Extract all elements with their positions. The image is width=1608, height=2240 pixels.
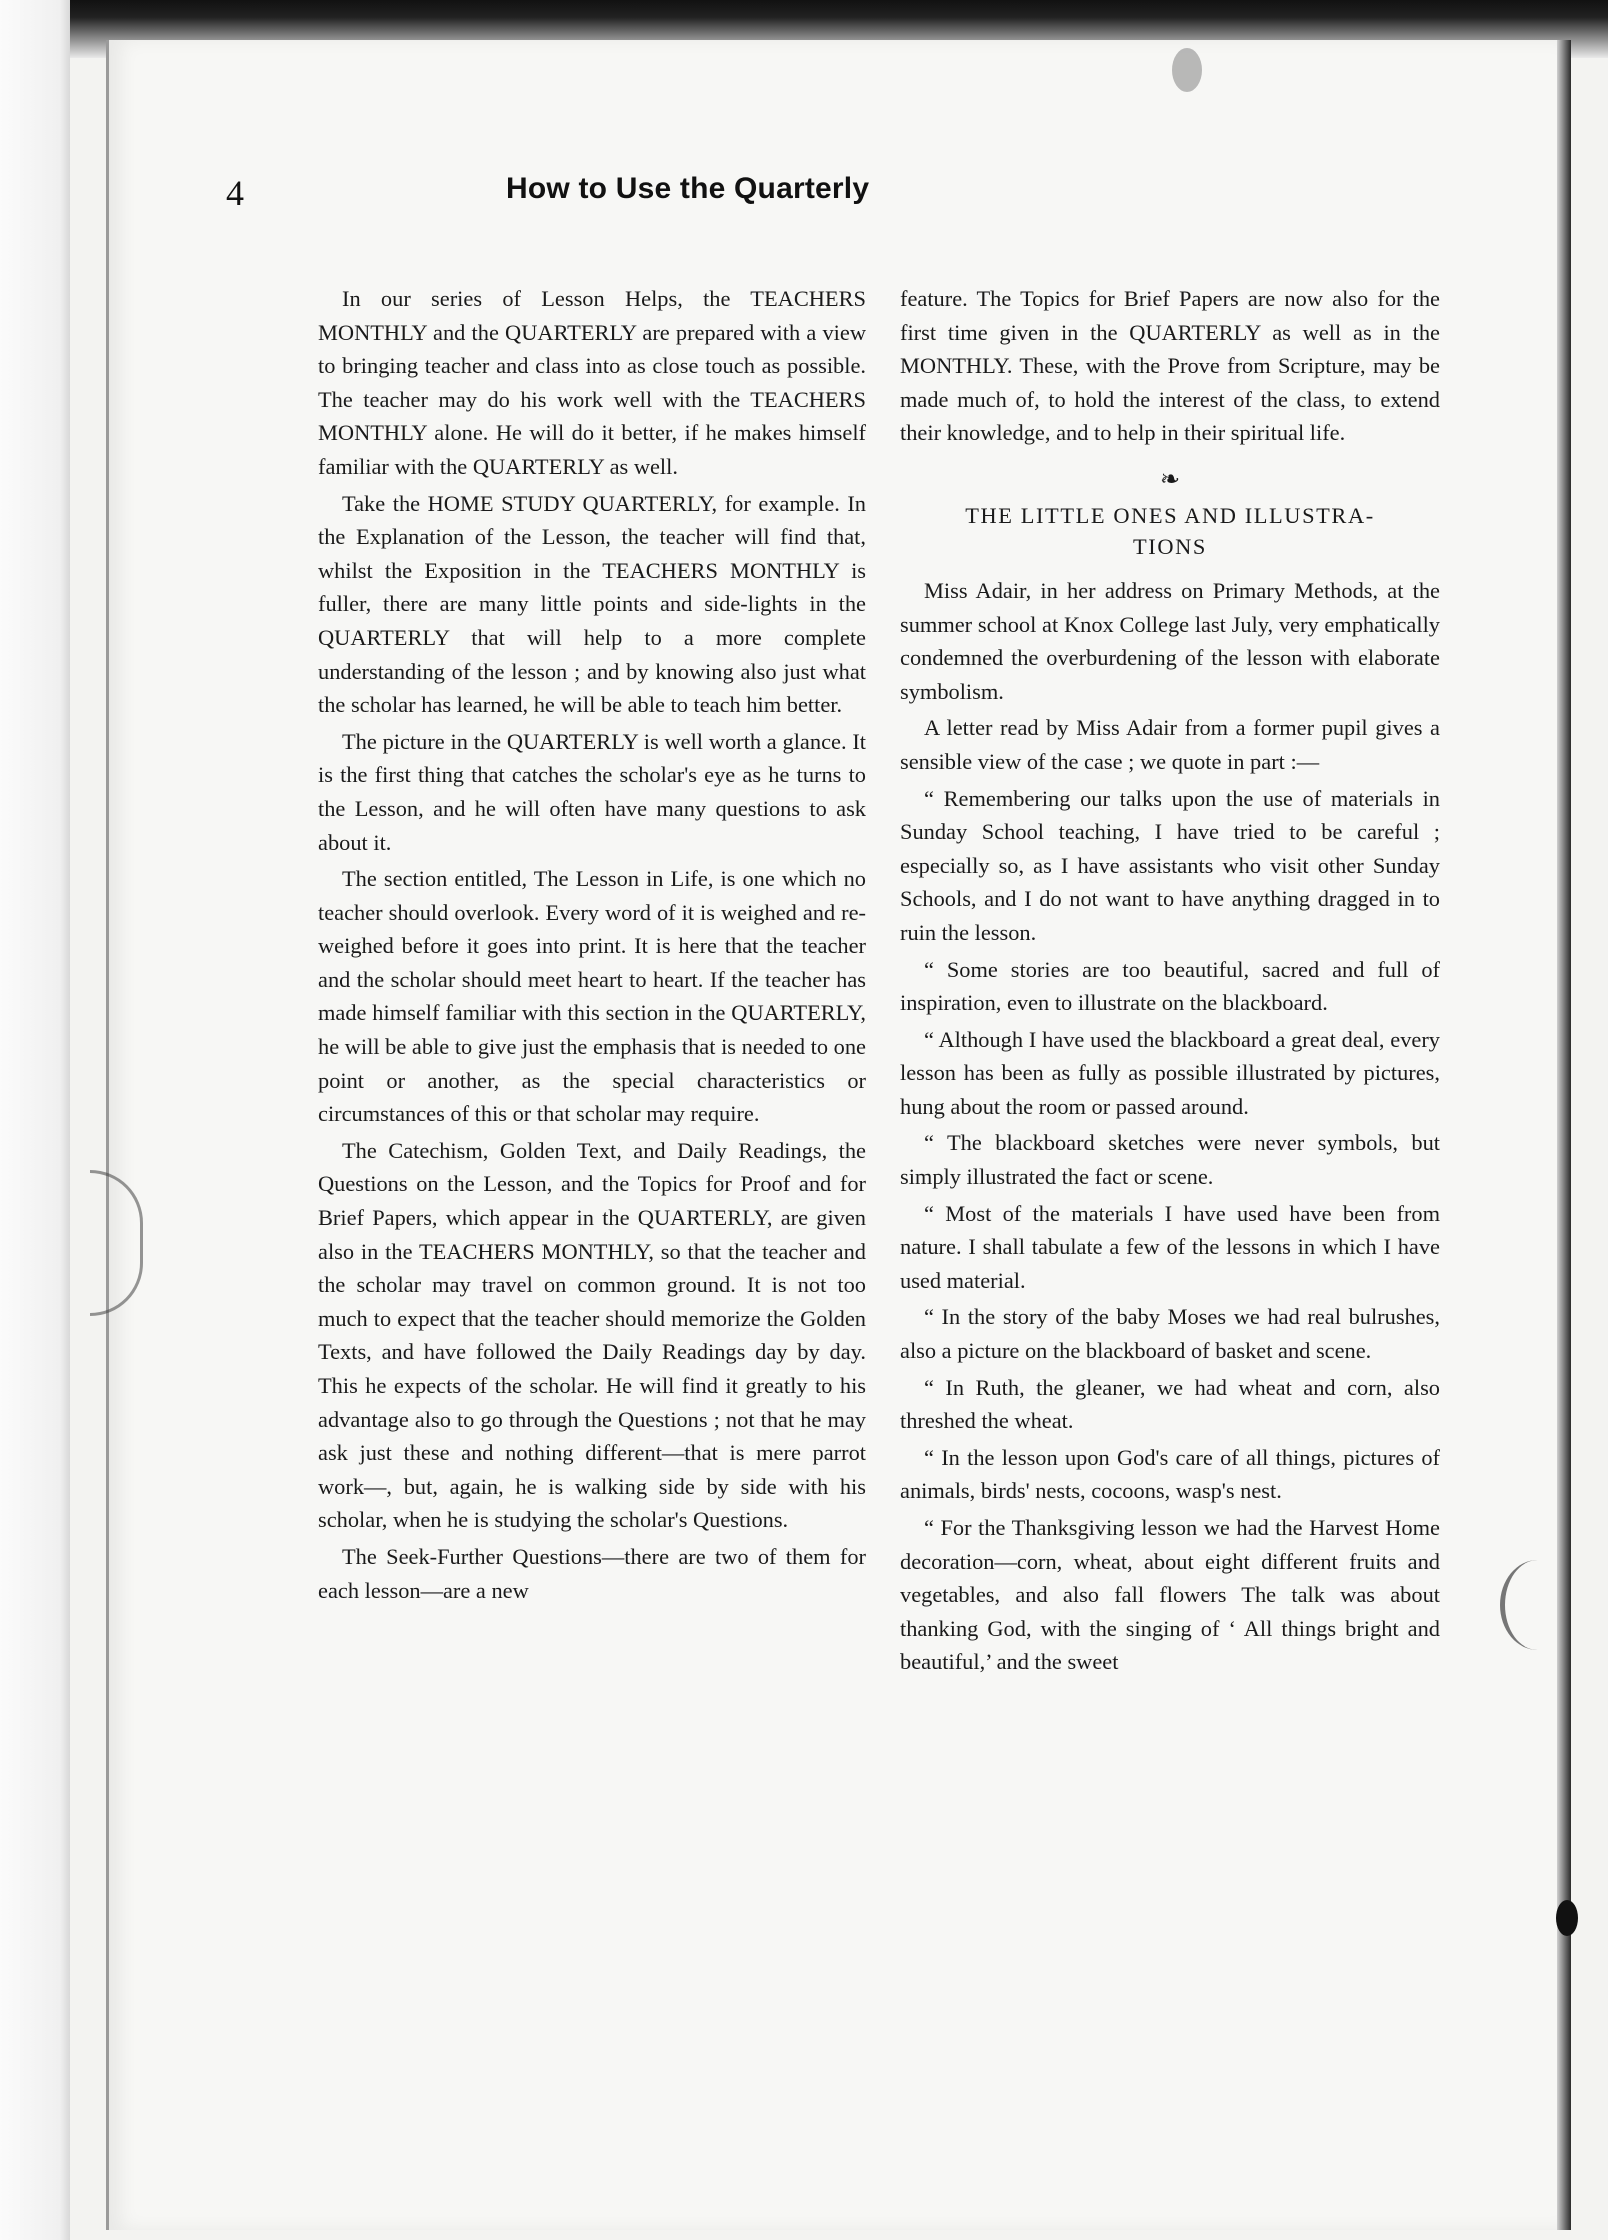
paragraph: “ In the lesson upon God's care of all things, pictures of animals, birds' nests, cocoons, wasp's nest. xyxy=(900,1444,1440,1504)
binding-hole xyxy=(1556,1900,1578,1936)
paragraph: The Catechism, Golden Text, and Daily Readings, the Questions on the Lesson, and the Topics for Proof and for Brief Papers, which appear in the QUARTERLY, are given also in the TEACHERS MONTHLY, so that the teacher and the scholar may travel on common ground. It is not too much to expect that the teacher should memorize the Golden Texts, and have followed the Daily Readings day by day. This he expects of the scholar. He will find it greatly to his advantage also to go through the Questions ; not that he may ask just these and nothing different—that is mere parrot work—, but, again, he is walking side by side with his scholar, when he is studying the scholar's Questions. xyxy=(318,1137,866,1533)
paragraph: Miss Adair, in her address on Primary Methods, at the summer school at Knox College last July, very emphatically condemned the overburdening of the lesson with elaborate symbolism. xyxy=(900,577,1440,704)
page-header xyxy=(226,172,1406,232)
paragraph: “ Most of the materials I have used have been from nature. I shall tabulate a few of the lessons in which I have used material. xyxy=(900,1200,1440,1293)
paragraph: The section entitled, The Lesson in Life, is one which no teacher should overlook. Every word of it is weighed and re-weighed before it goes into print. It is here that the teacher and the scholar should meet heart to heart. If the teacher has made himself familiar with this section in the QUARTERLY, he will be able to give just the emphasis that is needed to one point or another, as the special characteristics or circumstances of this or that scholar may require. xyxy=(318,866,866,1127)
section-heading-line: TIONS xyxy=(1133,533,1207,559)
paragraph: Take the HOME STUDY QUARTERLY, for example. In the Explanation of the Lesson, the teacher will find that, whilst the Exposition in the TEACHERS MONTHLY is fuller, there are many little points and side-lights in the QUARTERLY that will help to a more complete understanding of the lesson ; and by knowing also just what the scholar has learned, he will be able to teach him better. xyxy=(318,490,866,718)
paragraph: In our series of Lesson Helps, the TEACHERS MONTHLY and the QUARTERLY are prepared with a view to bringing teacher and class into as close touch as possible. The teacher may do his work well with the TEACHERS MONTHLY alone. He will do it better, if he makes himself familiar with the QUARTERLY as well. xyxy=(318,286,866,479)
section-heading xyxy=(900,500,1440,562)
paragraph: The picture in the QUARTERLY is well worth a glance. It is the first thing that catches the scholar's eye as he turns to the Lesson, and he will often have many questions to ask about it. xyxy=(318,728,866,855)
page-number: 4 xyxy=(226,173,244,213)
paragraph: “ For the Thanksgiving lesson we had the Harvest Home decoration—corn, wheat, about eight different fruits and vegetables, and also fall flowers The talk was about thanking God, with the singing of ‘ All things bright and beautiful,’ and the sweet xyxy=(900,1515,1440,1675)
paragraph: “ Remembering our talks upon the use of materials in Sunday School teaching, I have tried to be careful ; especially so, as I have assistants who visit other Sunday Schools, and I do not want to have anything dragged in to ruin the lesson. xyxy=(900,785,1440,945)
paragraph: “ Some stories are too beautiful, sacred and full of inspiration, even to illustrate on the blackboard. xyxy=(900,956,1440,1016)
margin-bracket-mark xyxy=(1500,1560,1575,1650)
paragraph: “ The blackboard sketches were never symbols, but simply illustrated the fact or scene. xyxy=(900,1130,1440,1190)
page-title: How to Use the Quarterly xyxy=(506,172,870,205)
paragraph: “ Although I have used the blackboard a great deal, every lesson has been as fully as possible illustrated by pictures, hung about the room or passed around. xyxy=(900,1026,1440,1119)
scan-left-edge xyxy=(0,0,70,2240)
left-column xyxy=(318,282,866,1607)
section-heading-line: THE LITTLE ONES AND ILLUSTRA- xyxy=(965,502,1375,528)
paragraph-continuation: feature. The Topics for Brief Papers are now also for the first time given in the QUARTERLY as well as in the MONTHLY. These, with the Prove from Scripture, may be made much of, to hold the interest of the class, to extend their knowledge, and to help in their spiritual life. xyxy=(900,286,1440,446)
paper-stain xyxy=(1172,48,1202,92)
paragraph: The Seek-Further Questions—there are two of them for each lesson—are a new xyxy=(318,1543,866,1603)
paragraph: “ In Ruth, the gleaner, we had wheat and corn, also threshed the wheat. xyxy=(900,1374,1440,1434)
section-ornament: ❧ xyxy=(1159,466,1181,493)
paragraph: A letter read by Miss Adair from a former pupil gives a sensible view of the case ; we quote in part :— xyxy=(900,715,1440,774)
paragraph: “ In the story of the baby Moses we had real bulrushes, also a picture on the blackboard of basket and scene. xyxy=(900,1304,1440,1364)
right-column xyxy=(900,282,1440,1679)
